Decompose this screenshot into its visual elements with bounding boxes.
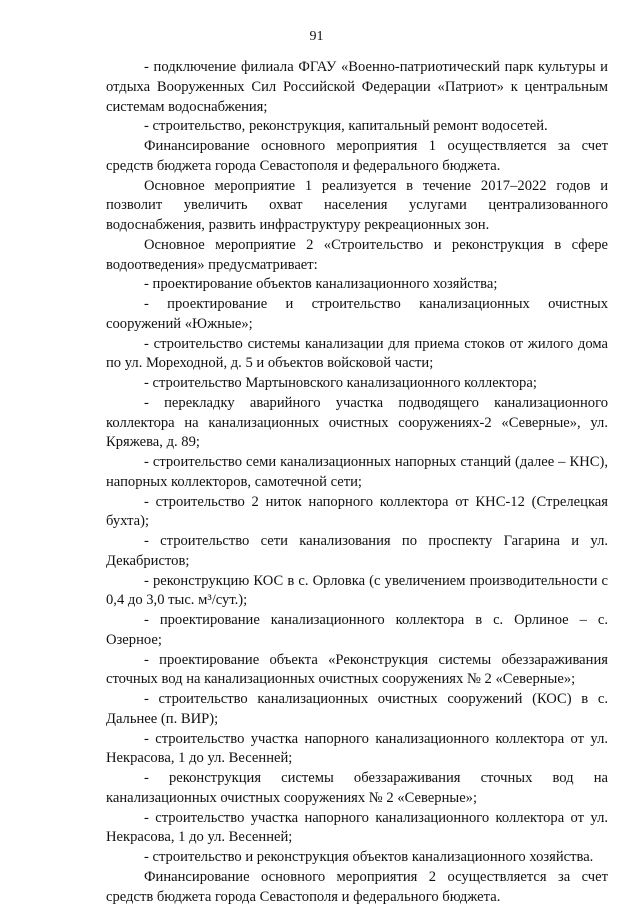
list-item: - строительство сети канализования по проспекту Гагарина и ул. Декабристов; xyxy=(106,533,608,569)
measure-1-paragraph: Основное мероприятие 1 реализуется в течение 2017–2022 годов и позволит увеличить охват населения услугами централизованного водоснабжения, развить инфраструктуру рекреационных зон. xyxy=(106,177,608,233)
page-number: 91 xyxy=(309,29,324,44)
list-item: - строительство системы канализации для приема стоков от жилого дома по ул. Мореходной, д. 5 и объектов войсковой части; xyxy=(106,335,608,372)
list-item: - реконструкция системы обеззараживания сточных вод на канализационных очистных сооружениях № 2 «Северные»; xyxy=(106,770,608,806)
list-item: - проектирование и строительство канализационных очистных сооружений «Южные»; xyxy=(106,296,608,332)
list-item: - строительство участка напорного канализационного коллектора от ул. Некрасова, 1 до ул. Весенней; xyxy=(106,809,608,846)
document-body xyxy=(106,58,608,907)
list-item-water-networks: - строительство, реконструкция, капитальный ремонт водосетей. xyxy=(144,118,548,135)
list-item: - строительство участка напорного канализационного коллектора от ул. Некрасова, 1 до ул. Весенней; xyxy=(106,730,608,767)
list-item: - строительство Мартыновского канализационного коллектора; xyxy=(144,375,537,391)
list-item: - строительство и реконструкция объектов канализационного хозяйства. xyxy=(144,849,594,865)
list-item: - проектирование канализационного коллектора в с. Орлиное – с. Озерное; xyxy=(106,612,608,648)
financing-paragraph-2: Финансирование основного мероприятия 2 осуществляется за счет средств бюджета города Севастополя и федерального бюджета. xyxy=(106,868,608,905)
list-item: - проектирование объектов канализационного хозяйства; xyxy=(144,276,498,293)
list-item: - строительство канализационных очистных сооружений (КОС) в с. Дальнее (п. ВИР); xyxy=(106,691,608,727)
list-item: - строительство семи канализационных напорных станций (далее – КНС), напорных коллекторов, самотечной сети; xyxy=(106,454,608,490)
financing-paragraph-1: Финансирование основного мероприятия 1 осуществляется за счет средств бюджета города Севастополя и федерального бюджета. xyxy=(106,138,608,174)
list-item: - строительство 2 ниток напорного коллектора от КНС-12 (Стрелецкая бухта); xyxy=(106,493,608,530)
list-item-park-patriot: - подключение филиала ФГАУ «Военно-патриотический парк культуры и отдыха Вооруженных Сил Российской Федерации «Патриот» к центральным системам водоснабжения; xyxy=(106,59,608,115)
list-item: - реконструкцию КОС в с. Орловка (с увеличением производительности с 0,4 до 3,0 тыс. м³/сут.); xyxy=(106,572,608,609)
list-item: - проектирование объекта «Реконструкция системы обеззараживания сточных вод на канализационных очистных сооружениях № 2 «Северные»; xyxy=(106,651,608,688)
list-item: - перекладку аварийного участка подводящего канализационного коллектора на канализационных очистных сооружениях-2 «Северные», ул. Кряжева, д. 89; xyxy=(106,394,608,451)
measure-2-heading-paragraph: Основное мероприятие 2 «Строительство и реконструкция в сфере водоотведения» предусматривает: xyxy=(106,236,608,273)
